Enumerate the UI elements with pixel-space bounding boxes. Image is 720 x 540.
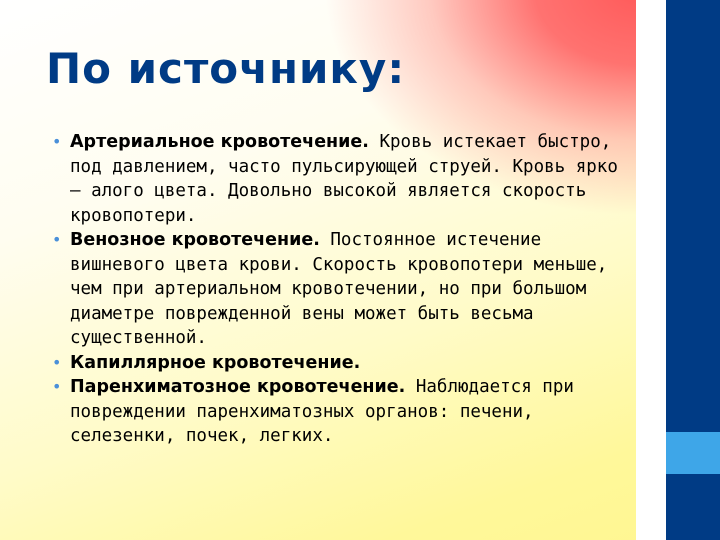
list-item — [52, 130, 622, 228]
item-text: Наблюдается при повреждении паренхиматозных органов: печени, селезенки, почек, легких. — [70, 377, 574, 446]
bullet-icon: • — [52, 132, 62, 151]
decorative-white-band — [636, 0, 666, 540]
item-text: Постоянное истечение вишневого цвета крови. Скорость кровопотери меньше, чем при артериальном кровотечении, но при большом диаметре поврежденной вены может быть весьма существенной. — [70, 230, 608, 348]
bullet-icon: • — [52, 230, 62, 249]
list-item — [52, 375, 622, 449]
item-term: Паренхиматозное кровотечение. — [70, 377, 406, 397]
decorative-right-bar-accent — [666, 432, 720, 474]
slide-title: По источнику: — [46, 44, 406, 93]
item-term: Артериальное кровотечение. — [70, 132, 369, 152]
bullet-icon: • — [52, 352, 62, 372]
item-text: Кровь истекает быстро, под давлением, часто пульсирующей струей. Кровь ярко – алого цвета. Довольно высокой является скорость кровопотери. — [70, 132, 618, 226]
list-item — [52, 228, 622, 351]
list-item — [52, 351, 622, 376]
item-term: Капиллярное кровотечение. — [70, 352, 361, 373]
bullet-list — [52, 130, 622, 449]
item-term: Венозное кровотечение. — [70, 230, 320, 250]
bullet-icon: • — [52, 377, 62, 396]
